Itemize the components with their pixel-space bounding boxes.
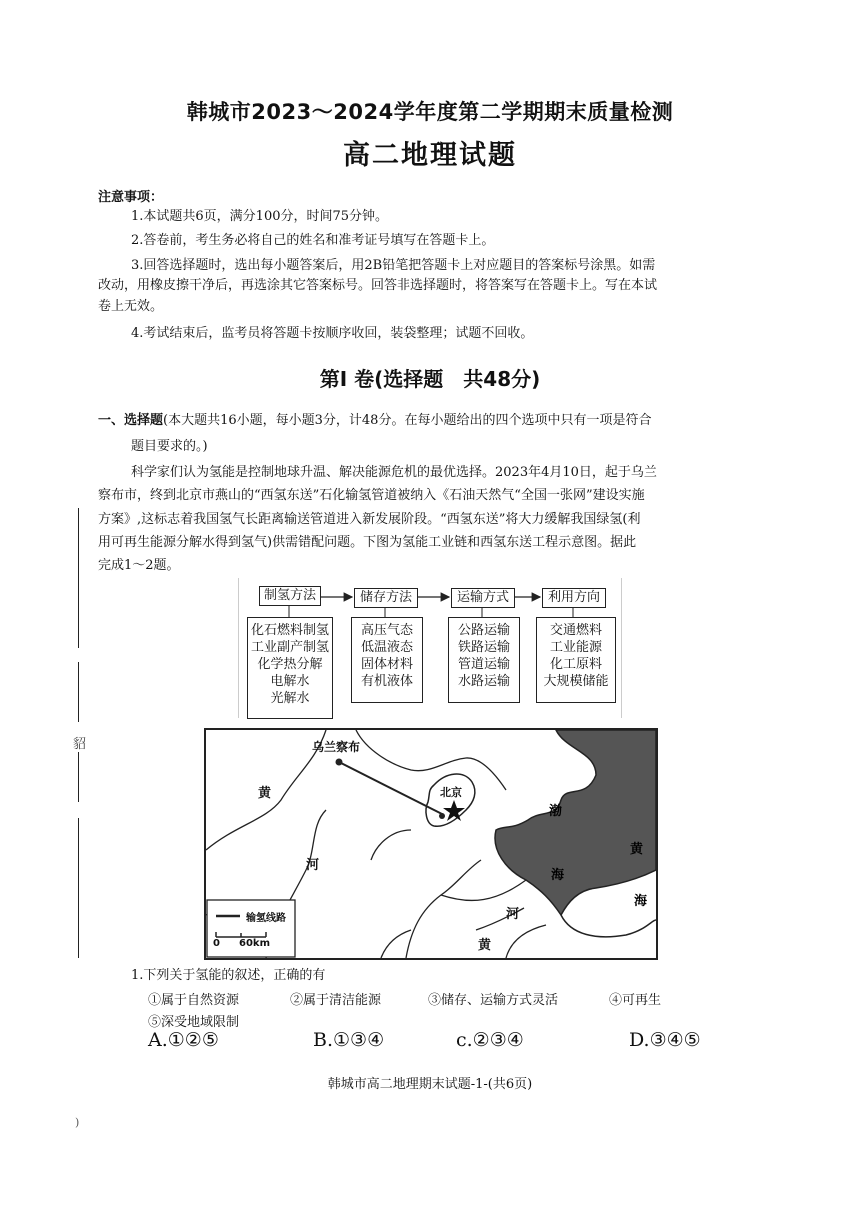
- q1-item-2: ②属于清洁能源: [290, 993, 382, 1008]
- page-footer: 韩城市高二地理期末试题-1-(共6页): [327, 1077, 533, 1092]
- bohai-sea-shape: [495, 730, 656, 915]
- chain-item: 水路运输: [457, 674, 510, 689]
- note-item-1: 1.本试题共6页，满分100分，时间75分钟。: [131, 209, 389, 224]
- chain-item: 固体材料: [360, 657, 413, 672]
- margin-line-1: [78, 508, 79, 648]
- label-yellow-river-1: 黄: [258, 786, 272, 801]
- instr-bold: 一、选择题: [98, 413, 164, 428]
- label-hai-bohai: 海: [551, 868, 565, 883]
- hydrogen-chain-diagram: [238, 578, 622, 718]
- q1-item-4: ④可再生: [609, 993, 662, 1008]
- label-bo: 渤: [549, 804, 563, 819]
- chain-col-storage: [351, 617, 423, 703]
- passage-line-2: 察布市，终到北京市燕山的“西氢东送”石化输氢管道被纳入《石油天然气“全国一张网”建设实施: [98, 488, 645, 503]
- instr-line-1: (本大题共16小题，每小题3分，计48分。在每小题给出的四个选项中只有一项是符合: [163, 413, 652, 428]
- chain-item: 电解水: [270, 674, 310, 689]
- notes-heading: 注意事项：: [98, 190, 164, 205]
- chain-head-transport: 运输方式: [451, 588, 515, 608]
- chain-item: 公路运输: [457, 623, 510, 638]
- q1-option-a[interactable]: A.①②⑤: [148, 1029, 219, 1051]
- chain-item: 工业副产制氢: [250, 640, 329, 655]
- scale-60km: 60km: [239, 938, 270, 949]
- label-river-1: 河: [306, 858, 320, 873]
- section-instructions: [98, 410, 651, 432]
- passage-line-4: 用可再生能源分解水得到氢气)供需错配问题。下图为氢能工业链和西氢东送工程示意图。据此: [98, 535, 637, 550]
- chain-item: 交通燃料: [549, 623, 602, 638]
- instr-line-2: 题目要求的。): [131, 439, 208, 454]
- chain-item: 化工原料: [549, 657, 602, 672]
- chain-col-use: [536, 617, 616, 703]
- chain-item: 化学热分解: [257, 657, 323, 672]
- chain-head-production: 制氢方法: [259, 586, 321, 606]
- legend-label: 输氢线路: [246, 913, 286, 924]
- chain-item: 高压气态: [360, 623, 413, 638]
- scale-zero: 0: [213, 938, 220, 949]
- q1-item-5: ⑤深受地域限制: [148, 1015, 240, 1030]
- corner-mark: ): [75, 1116, 80, 1129]
- chain-item: 有机液体: [360, 674, 413, 689]
- margin-line-2: [78, 662, 79, 722]
- margin-line-3: [78, 752, 79, 802]
- note-item-3-end: 卷上无效。: [98, 299, 164, 314]
- q1-item-3: ③储存、运输方式灵活: [428, 993, 559, 1008]
- label-yellow-sea-2: 海: [634, 894, 648, 909]
- note-item-3: 3.回答选择题时，选出每小题答案后，用2B铅笔把答题卡上对应题目的答案标号涂黑。如需: [131, 258, 656, 273]
- chain-item: 大规模储能: [543, 674, 609, 689]
- margin-line-4: [78, 818, 79, 958]
- note-item-4: 4.考试结束后，监考员将答题卡按顺序收回，装袋整理；试题不回收。: [131, 326, 534, 341]
- chain-col-production: [247, 617, 333, 719]
- chain-item: 光解水: [270, 691, 310, 706]
- exam-title: 韩城市2023～2024学年度第二学期期末质量检测: [186, 100, 674, 124]
- pipeline-map: [204, 728, 658, 960]
- passage-line-3: 方案》,这标志着我国氢气长距离输送管道进入新发展阶段。“西氢东送”将大力缓解我国绿氢(利: [98, 512, 641, 527]
- chain-head-use: 利用方向: [542, 588, 606, 608]
- yanshan-point: [439, 813, 445, 819]
- passage-line-1: 科学家们认为氢能是控制地球升温、解决能源危机的最优选择。2023年4月10日，起于乌兰: [131, 465, 657, 480]
- label-beijing: 北京: [440, 786, 462, 799]
- chain-item: 低温液态: [360, 640, 413, 655]
- note-item-2: 2.答卷前，考生务必将自己的姓名和准考证号填写在答题卡上。: [131, 233, 495, 248]
- margin-character: 貂: [73, 737, 87, 752]
- label-yellow-sea-1: 黄: [630, 842, 644, 857]
- q1-option-d[interactable]: D.③④⑤: [629, 1029, 701, 1051]
- q1-option-c[interactable]: c.②③④: [456, 1029, 524, 1051]
- beijing-star-icon: [443, 800, 465, 821]
- section-title: 第I 卷(选择题 共48分): [319, 367, 541, 391]
- label-river-2: 河: [506, 907, 520, 922]
- chain-item: 管道运输: [457, 657, 510, 672]
- chain-item: 工业能源: [549, 640, 602, 655]
- q1-item-1: ①属于自然资源: [148, 993, 240, 1008]
- passage-line-5: 完成1～2题。: [98, 558, 180, 573]
- chain-item: 铁路运输: [457, 640, 510, 655]
- chain-col-transport: [448, 617, 520, 703]
- label-wulanchabu: 乌兰察布: [312, 740, 361, 754]
- exam-subtitle: 高二地理试题: [343, 140, 517, 171]
- question-1-stem: 1.下列关于氢能的叙述，正确的有: [131, 968, 326, 983]
- q1-option-b[interactable]: B.①③④: [313, 1029, 385, 1051]
- note-item-3-cont: 改动，用橡皮擦干净后，再选涂其它答案标号。回答非选择题时，将答案写在答题卡上。写在本试: [98, 278, 658, 293]
- label-yellow-river-2: 黄: [478, 938, 492, 953]
- wulanchabu-point: [336, 759, 343, 766]
- chain-item: 化石燃料制氢: [250, 623, 329, 638]
- chain-head-storage: 储存方法: [354, 588, 418, 608]
